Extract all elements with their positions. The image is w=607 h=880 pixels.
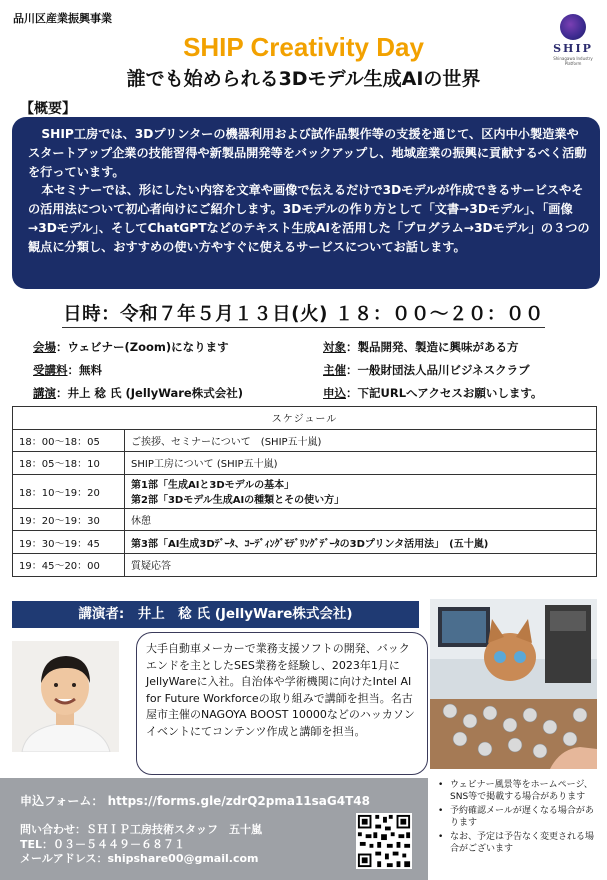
logo-text: SHIP (553, 42, 593, 55)
schedule-time: 18：05～18：10 (13, 452, 125, 475)
table-row (13, 429, 597, 452)
host-value: ：一般財団法人品川ビジネスクラブ (346, 363, 530, 377)
overview-box (12, 117, 600, 289)
schedule-time: 19：30～19：45 (13, 531, 125, 554)
table-row (13, 531, 597, 554)
table-row (13, 452, 597, 475)
schedule-time: 19：20～19：30 (13, 508, 125, 531)
target-key: 対象 (323, 340, 346, 354)
table-row (13, 474, 597, 508)
lecture-key: 講演 (33, 386, 56, 400)
venue-info (33, 339, 229, 355)
overview-paragraph-2: 本セミナーでは、形にしたい内容を文章や画像で伝えるだけで3Dモデルが作成できるサービスやその活用法について初心者向けにご紹介します。3Dモデルの作り方として「文書→3Dモデル」、「画像→3Dモデル」、そしてChatGPTなどのテキスト生成AIを活用した「プログラム→3Dモデル」の３つの観点に分類し、おすすめの使い方やすぐに使えるサービスについてお話します。 (28, 183, 590, 254)
overview-paragraph-1: SHIP工房では、3Dプリンターの機器利用および試作品製作等の支援を通じて、区内中小製造業やスタートアップ企業の技能習得や新製品開発等をバックアップし、地域産業の振興に貢献するべく活動を行っています。 (28, 127, 587, 179)
contact-name: 問い合わせ：ＳＨＩＰ工房技術スタッフ 五十嵐 (20, 823, 262, 836)
speaker-banner: 講演者: 井上 稔 氏 (JellyWare株式会社) (12, 601, 419, 628)
schedule-content: ご挨拶、セミナーについて (SHIP五十嵐) (125, 429, 597, 452)
schedule-content: 質疑応答 (125, 553, 597, 576)
event-title: SHIP Creativity Day (183, 32, 424, 62)
organizer-label: 品川区産業振興事業 (13, 12, 112, 25)
datetime-divider (62, 327, 545, 328)
schedule-part2: 第2部「3Dモデル生成AIの種類とその使い方」 (131, 495, 345, 507)
venue-value: ：ウェビナー(Zoom)になります (56, 340, 229, 354)
target-info (323, 339, 519, 355)
schedule-table (12, 406, 597, 577)
venue-key: 会場 (33, 340, 56, 354)
event-datetime: 日時：令和７年５月１３日(火) １８：００～２０：００ (63, 304, 544, 325)
fee-info (33, 362, 102, 378)
schedule-part1: 第1部「生成AIと3Dモデルの基本」 (131, 480, 295, 492)
contact-tel: TEL：０３－５４４９－６８７１ (20, 837, 186, 851)
apply-form-link[interactable]: 申込フォーム： https://forms.gle/zdrQ2pma11saG4T48 (20, 794, 370, 808)
apply-info (323, 385, 542, 401)
qr-code-icon (356, 813, 412, 869)
logo-subtext: Shinagawa Industry Platform (553, 56, 593, 66)
schedule-content (125, 474, 597, 508)
fee-value: ：無料 (67, 363, 102, 377)
lecture-info (33, 385, 243, 401)
note-item: • 予約確認メールが遅くなる場合があります (434, 805, 600, 830)
apply-value: ：下記URLへアクセスお願いします。 (346, 386, 543, 400)
schedule-header: スケジュール (13, 407, 597, 430)
host-info (323, 362, 530, 378)
target-value: ：製品開発、製造に興味がある方 (346, 340, 519, 354)
schedule-time: 18：10～19：20 (13, 474, 125, 508)
schedule-time: 19：45～20：00 (13, 553, 125, 576)
schedule-header-row (13, 407, 597, 430)
schedule-time: 18：00～18：05 (13, 429, 125, 452)
lecture-value: ：井上 稔 氏 (JellyWare株式会社) (56, 386, 243, 400)
contact-info (20, 823, 262, 867)
fee-key: 受講料 (33, 363, 68, 377)
event-subtitle: 誰でも始められる3Dモデル生成AIの世界 (126, 68, 481, 90)
host-key: 主催 (323, 363, 346, 377)
note-item: • ウェビナー風景等をホームページ、SNS等で掲載する場合があります (434, 779, 600, 804)
table-row (13, 553, 597, 576)
note-item: • なお、予定は予告なく変更される場合がございます (434, 831, 600, 856)
notes-list (434, 779, 600, 856)
overview-label: 【概要】 (20, 101, 76, 117)
table-row (13, 508, 597, 531)
schedule-content: SHIP工房について (SHIP五十嵐) (125, 452, 597, 475)
event-image (430, 599, 597, 769)
contact-email[interactable]: メールアドレス：shipshare00@gmail.com (20, 852, 259, 865)
schedule-content: 休憩 (125, 508, 597, 531)
apply-key: 申込 (323, 386, 346, 400)
speaker-bio: 大手自動車メーカーで業務支援ソフトの開発、バックエンドを主としたSES業務を経験し、2023年1月にJellyWareに入社。自治体や学術機関に向けたIntel AI for Future Workforceの取り組みで講師を担当。名古屋市主催のNAGOYA BOOST 10000などのハッカソンイベントにてコンテンツ作成と講師を担当。 (136, 632, 428, 775)
schedule-content: 第3部「AI生成3Dﾃﾞｰﾀ、ｺｰﾃﾞｨﾝｸﾞﾓﾃﾞﾘﾝｸﾞﾃﾞｰﾀの3Dプリンタ活用法」 (五十嵐) (125, 531, 597, 554)
speaker-photo (12, 641, 119, 752)
